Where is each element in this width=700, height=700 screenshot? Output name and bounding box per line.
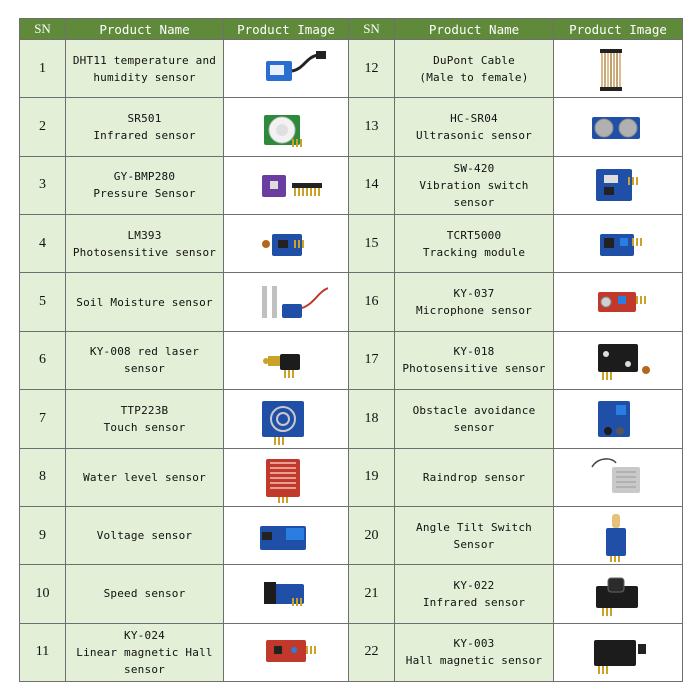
product-name-line: TCRT5000 — [446, 228, 502, 242]
product-image-cell — [224, 273, 349, 331]
product-name-cell — [66, 390, 224, 448]
product-name-cell — [66, 273, 224, 331]
product-name-line: KY-022 — [453, 578, 495, 592]
product-name-line: KY-018 — [453, 345, 495, 359]
product-name-line: GY-BMP280 — [113, 170, 176, 184]
product-name-cell — [395, 215, 554, 273]
product-name-line: LM393 — [127, 228, 162, 242]
product-name-cell — [66, 40, 224, 98]
product-name-cell — [395, 448, 554, 506]
product-name-cell — [395, 623, 554, 681]
product-image-cell — [554, 273, 683, 331]
product-name-line: DuPont Cable — [433, 53, 515, 67]
product-name-cell — [66, 506, 224, 564]
product-name-cell — [395, 40, 554, 98]
product-name-cell — [395, 506, 554, 564]
product-name-line: Touch sensor — [103, 420, 186, 434]
sn-cell: 3 — [20, 156, 66, 214]
laser-sensor-icon — [224, 334, 348, 386]
product-name-line: Speed sensor — [103, 587, 186, 601]
table-row — [20, 40, 683, 98]
header-sn-left: SN — [20, 19, 66, 40]
dupont-cable-icon — [554, 43, 682, 95]
sn-cell: 10 — [20, 565, 66, 623]
product-name-line: Obstacle avoidance — [412, 403, 536, 417]
product-name-line: Photosensitive sensor — [72, 245, 217, 259]
product-name-line: Tracking module — [422, 245, 526, 259]
tracking-module-icon — [554, 218, 682, 270]
product-name-line: Photosensitive sensor — [402, 362, 546, 376]
sn-cell: 1 — [20, 40, 66, 98]
pressure-sensor-icon — [224, 159, 348, 211]
product-name-line: (Male to female) — [419, 70, 529, 84]
product-name-line: SW-420 — [453, 161, 495, 175]
sn-cell: 9 — [20, 506, 66, 564]
ultrasonic-sensor-icon — [554, 101, 682, 153]
table-row — [20, 156, 683, 214]
product-image-cell — [224, 156, 349, 214]
product-image-cell — [554, 40, 683, 98]
header-product-image-left: Product Image — [224, 19, 349, 40]
product-name-cell — [395, 331, 554, 389]
product-name-cell — [395, 565, 554, 623]
product-name-cell — [66, 565, 224, 623]
product-name-cell — [66, 98, 224, 156]
sn-cell: 7 — [20, 390, 66, 448]
product-name-cell — [66, 623, 224, 681]
table-row — [20, 448, 683, 506]
product-image-cell — [554, 565, 683, 623]
product-name-line: sensor — [453, 420, 495, 434]
product-name-line: KY-024 — [124, 628, 165, 642]
header-product-name-left: Product Name — [66, 19, 224, 40]
tilt-switch-sensor-icon — [554, 510, 682, 562]
table-row — [20, 331, 683, 389]
product-name-line: Water level sensor — [83, 470, 206, 484]
product-name-line: Raindrop sensor — [422, 470, 526, 484]
product-image-cell — [554, 98, 683, 156]
product-name-cell — [66, 331, 224, 389]
product-name-cell — [395, 98, 554, 156]
product-name-line: Vibration switch — [419, 178, 529, 192]
sn-cell: 21 — [349, 565, 395, 623]
product-name-line: Linear magnetic Hall — [76, 645, 213, 659]
sn-cell: 17 — [349, 331, 395, 389]
product-image-cell — [224, 448, 349, 506]
product-name-line: HC-SR04 — [450, 112, 498, 126]
product-name-line: sensor — [453, 195, 495, 209]
product-name-line: TTP223B — [120, 403, 169, 417]
product-image-cell — [224, 390, 349, 448]
product-image-cell — [224, 623, 349, 681]
table-row — [20, 565, 683, 623]
sn-cell: 2 — [20, 98, 66, 156]
product-name-cell — [66, 448, 224, 506]
table-row — [20, 623, 683, 681]
product-name-line: Sensor — [453, 537, 495, 551]
sn-cell: 15 — [349, 215, 395, 273]
product-name-cell — [395, 156, 554, 214]
product-name-line: Hall magnetic sensor — [405, 654, 543, 668]
product-image-cell — [554, 331, 683, 389]
sn-cell: 16 — [349, 273, 395, 331]
product-image-cell — [224, 506, 349, 564]
product-name-line: KY-008 red laser — [89, 345, 200, 359]
sn-cell: 22 — [349, 623, 395, 681]
table-row — [20, 98, 683, 156]
header-row — [20, 19, 683, 40]
microphone-sensor-icon — [554, 276, 682, 328]
raindrop-sensor-icon — [554, 451, 682, 503]
product-image-cell — [224, 331, 349, 389]
sn-cell: 14 — [349, 156, 395, 214]
header-sn-right: SN — [349, 19, 395, 40]
table-row — [20, 215, 683, 273]
product-name-line: Infrared sensor — [93, 129, 196, 143]
linear-hall-sensor-icon — [224, 626, 348, 678]
sn-cell: 20 — [349, 506, 395, 564]
product-name-line: DHT11 temperature and — [72, 53, 217, 67]
obstacle-sensor-icon — [554, 393, 682, 445]
sn-cell: 11 — [20, 623, 66, 681]
sn-cell: 8 — [20, 448, 66, 506]
sn-cell: 6 — [20, 331, 66, 389]
soil-moisture-sensor-icon — [224, 276, 348, 328]
product-name-line: humidity sensor — [93, 70, 196, 84]
product-image-cell — [554, 448, 683, 506]
product-image-cell — [554, 156, 683, 214]
sn-cell: 13 — [349, 98, 395, 156]
sn-cell: 19 — [349, 448, 395, 506]
product-name-cell — [395, 390, 554, 448]
product-image-cell — [224, 565, 349, 623]
product-name-line: KY-003 — [453, 637, 495, 651]
product-name-line: Angle Tilt Switch — [416, 520, 532, 534]
product-image-cell — [224, 98, 349, 156]
product-table — [19, 18, 683, 682]
product-name-line: Microphone sensor — [416, 304, 532, 318]
product-name-cell — [66, 156, 224, 214]
vibration-sensor-icon — [554, 159, 682, 211]
voltage-sensor-icon — [224, 510, 348, 562]
photosensitive-sensor-icon — [224, 218, 348, 270]
header-product-name-right: Product Name — [395, 19, 554, 40]
pir-sensor-icon — [224, 101, 348, 153]
product-image-cell — [554, 623, 683, 681]
product-name-cell — [66, 215, 224, 273]
product-name-line: Ultrasonic sensor — [416, 129, 532, 143]
dht11-sensor-icon — [224, 43, 348, 95]
product-image-cell — [224, 215, 349, 273]
product-name-line: Infrared sensor — [422, 595, 526, 609]
product-name-line: Soil Moisture sensor — [76, 295, 213, 309]
product-name-line: KY-037 — [453, 287, 495, 301]
product-name-line: sensor — [124, 362, 165, 376]
product-name-line: Voltage sensor — [96, 529, 193, 543]
product-image-cell — [554, 390, 683, 448]
product-image-cell — [554, 215, 683, 273]
table-row — [20, 506, 683, 564]
product-name-cell — [395, 273, 554, 331]
touch-sensor-icon — [224, 393, 348, 445]
sn-cell: 4 — [20, 215, 66, 273]
table-row — [20, 273, 683, 331]
photoresistor-module-icon — [554, 334, 682, 386]
ir-receiver-sensor-icon — [554, 568, 682, 620]
speed-sensor-icon — [224, 568, 348, 620]
table-row — [20, 390, 683, 448]
header-product-image-right: Product Image — [554, 19, 683, 40]
water-level-sensor-icon — [224, 451, 348, 503]
product-image-cell — [554, 506, 683, 564]
sn-cell: 5 — [20, 273, 66, 331]
sn-cell: 18 — [349, 390, 395, 448]
sn-cell: 12 — [349, 40, 395, 98]
product-name-line: SR501 — [127, 112, 162, 126]
product-name-line: Pressure Sensor — [93, 187, 196, 201]
product-name-line: sensor — [124, 662, 165, 676]
product-image-cell — [224, 40, 349, 98]
hall-magnetic-sensor-icon — [554, 626, 682, 678]
